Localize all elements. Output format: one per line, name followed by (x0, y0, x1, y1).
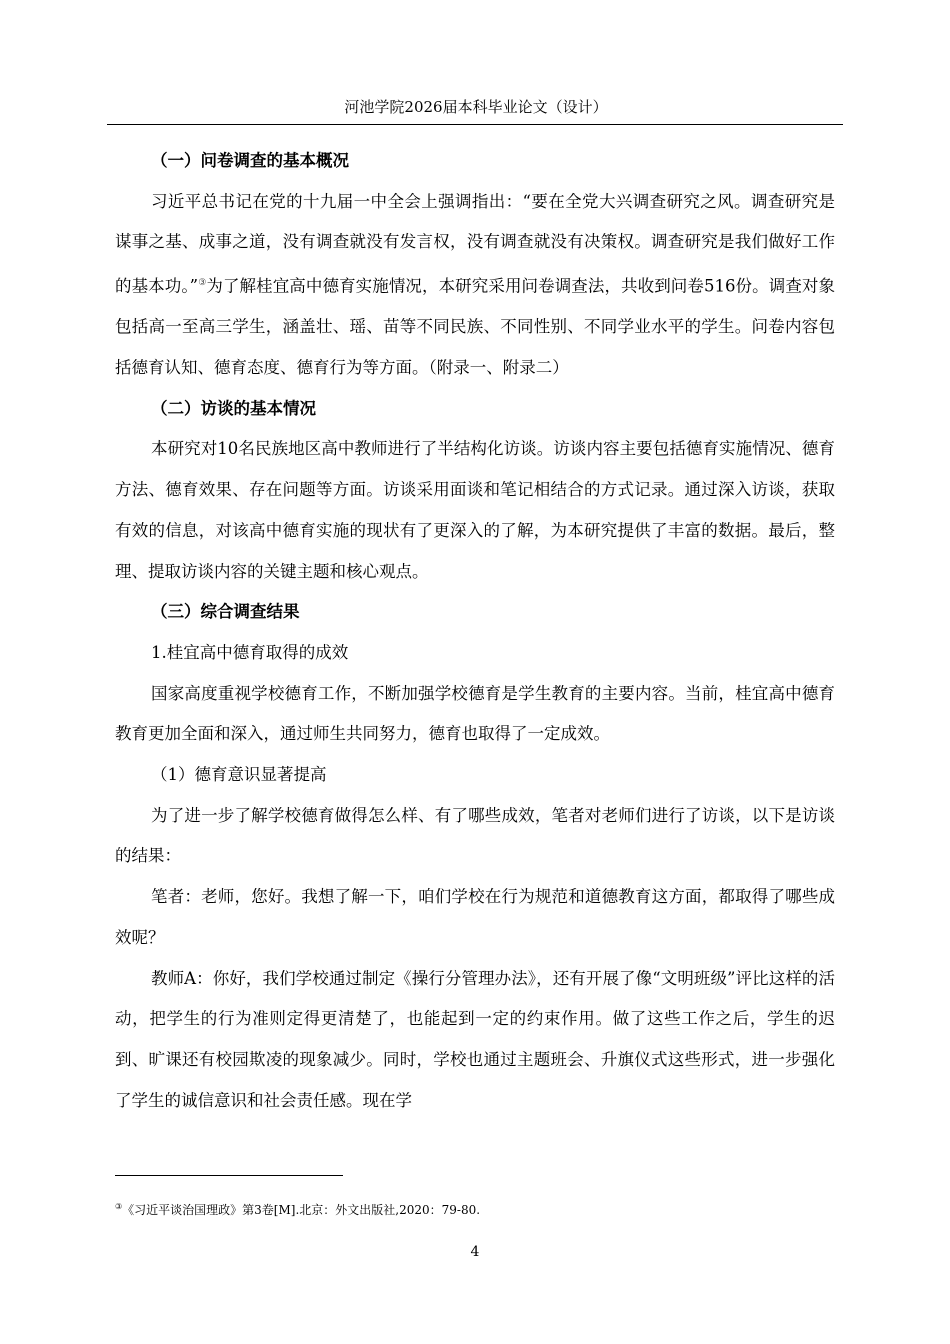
paragraph-1-part-b: 为了解桂宜高中德育实施情况，本研究采用问卷调查法，共收到问卷516份。调查对象包括高一至高三学生，涵盖壮、瑶、苗等不同民族、不同性别、不同学业水平的学生。问卷内容包括德育认知、德育态度、德育行为等方面。（附录一、附录二） (115, 276, 835, 378)
footnote-mark: ③ (115, 1202, 123, 1211)
footnote-ref[interactable]: ③ (198, 278, 207, 289)
paragraph-1-part-a: 习近平总书记在党的十九届一中全会上强调指出：“要在全党大兴调查研究之风。调查研究是谋事之基、成事之道，没有调查就没有发言权，没有调查就没有决策权。调查研究是我们做好工作的基本功。” (115, 191, 835, 296)
section-heading-3: （三）综合调查结果 (151, 602, 300, 622)
header-rule (107, 124, 843, 125)
paragraph-2: 本研究对10名民族地区高中教师进行了半结构化访谈。访谈内容主要包括德育实施情况、德育方法、德育效果、存在问题等方面。访谈采用面谈和笔记相结合的方式记录。通过深入访谈，获取有效的信息，对该高中德育实施的现状有了更深入的了解，为本研究提供了丰富的数据。最后，整理、提取访谈内容的关键主题和核心观点。 (115, 439, 835, 581)
footnote (115, 1201, 835, 1218)
footnote-text: 《习近平谈治国理政》第3卷[M].北京：外文出版社,2020：79-80. (122, 1203, 481, 1217)
page-number: 4 (470, 1244, 480, 1260)
paragraph-5: 笔者：老师，您好。我想了解一下，咱们学校在行为规范和道德教育这方面，都取得了哪些成效呢？ (115, 887, 835, 947)
subsection-heading-2: （1）德育意识显著提高 (151, 765, 327, 785)
body-text (115, 141, 835, 1121)
page-header: 河池学院2026届本科毕业论文（设计） (344, 98, 608, 116)
paragraph-4: 为了进一步了解学校德育做得怎么样、有了哪些成效，笔者对老师们进行了访谈，以下是访谈的结果： (115, 805, 835, 866)
paragraph-1 (115, 182, 835, 389)
paragraph-6: 教师A：你好，我们学校通过制定《操行分管理办法》，还有开展了像“文明班级”评比这样的活动，把学生的行为准则定得更清楚了，也能起到一定的约束作用。做了这些工作之后，学生的迟到、旷课还有校园欺凌的现象减少。同时，学校也通过主题班会、升旗仪式这些形式，进一步强化了学生的诚信意识和社会责任感。现在学 (115, 968, 835, 1110)
footnote-rule (115, 1175, 343, 1176)
paragraph-3: 国家高度重视学校德育工作，不断加强学校德育是学生教育的主要内容。当前，桂宜高中德育教育更加全面和深入，通过师生共同努力，德育也取得了一定成效。 (115, 683, 835, 744)
section-heading-1: （一）问卷调查的基本概况 (151, 151, 349, 170)
subsection-heading-1: 1.桂宜高中德育取得的成效 (151, 642, 349, 662)
section-heading-2: （二）访谈的基本情况 (151, 398, 316, 418)
